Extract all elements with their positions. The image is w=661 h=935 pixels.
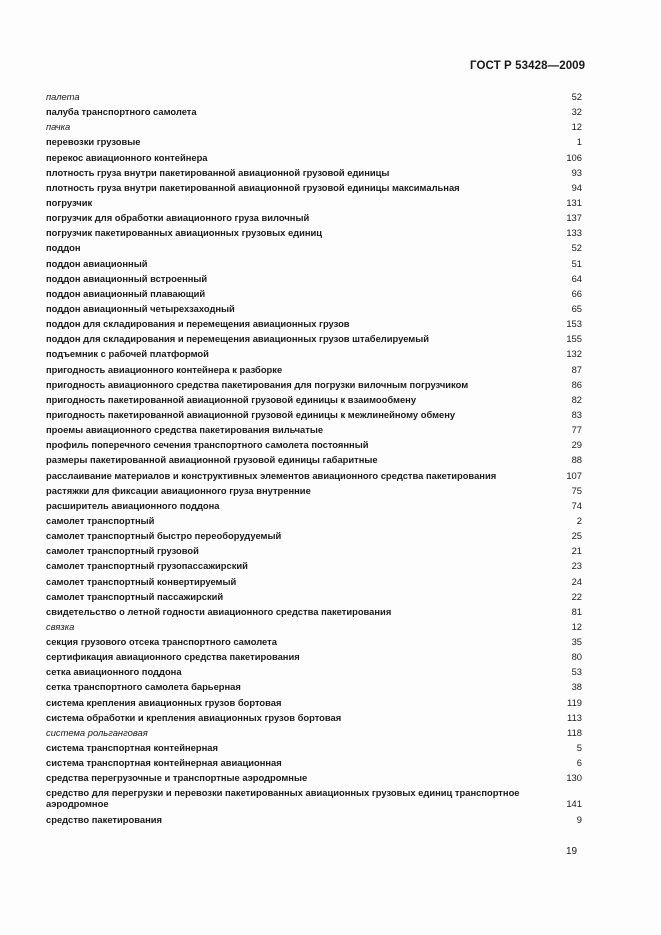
index-term: самолет транспортный быстро переоборудуемый bbox=[46, 530, 282, 542]
index-page-ref: 94 bbox=[571, 181, 582, 193]
index-entry bbox=[46, 212, 582, 223]
index-term: проемы авиационного средства пакетирования вильчатые bbox=[46, 424, 324, 436]
index-entry bbox=[46, 167, 582, 178]
index-term: секция грузового отсека транспортного самолета bbox=[46, 636, 277, 648]
index-page-ref: 53 bbox=[571, 666, 582, 678]
index-page-ref: 66 bbox=[571, 287, 582, 299]
index-page-ref: 32 bbox=[571, 106, 582, 118]
index-term: плотность груза внутри пакетированной авиационной грузовой единицы bbox=[46, 166, 390, 178]
index-entry bbox=[46, 576, 582, 587]
index-page-ref: 80 bbox=[571, 651, 582, 663]
index-entry bbox=[46, 424, 582, 435]
index-entry bbox=[46, 712, 582, 723]
index-entry bbox=[46, 697, 582, 708]
index-page-ref: 23 bbox=[571, 560, 582, 572]
index-entry bbox=[46, 288, 582, 299]
index-page-ref: 51 bbox=[571, 257, 582, 269]
index-entry bbox=[46, 273, 582, 284]
index-term: пригодность авиационного контейнера к разборке bbox=[46, 363, 283, 375]
index-term: самолет транспортный конвертируемый bbox=[46, 575, 237, 587]
index-term: расширитель авиационного поддона bbox=[46, 499, 220, 511]
index-page-ref: 106 bbox=[566, 151, 582, 163]
index-term: средство для перегрузки и перевозки пакетированных авиационных грузовых единиц транспортное аэродромное bbox=[46, 787, 520, 810]
index-entry bbox=[46, 742, 582, 753]
index-page-ref: 131 bbox=[566, 196, 582, 208]
index-term: сертификация авиационного средства пакетирования bbox=[46, 651, 300, 663]
index-term: растяжки для фиксации авиационного груза внутренние bbox=[46, 484, 311, 496]
index-page-ref: 75 bbox=[571, 484, 582, 496]
index-term: поддон для складирования и перемещения авиационных грузов штабелируемый bbox=[46, 333, 429, 345]
index-entry bbox=[46, 136, 582, 147]
index-page-ref: 74 bbox=[571, 499, 582, 511]
index-page-ref: 113 bbox=[567, 711, 582, 723]
index-term: размеры пакетированной авиационной грузовой единицы габаритные bbox=[46, 454, 378, 466]
index-entry bbox=[46, 258, 582, 269]
index-page-ref: 77 bbox=[571, 424, 582, 436]
index-entry bbox=[46, 651, 582, 662]
index-term: средство пакетирования bbox=[46, 813, 162, 825]
index-page-ref: 155 bbox=[566, 333, 582, 345]
index-term: поддон bbox=[46, 242, 81, 254]
index-entry bbox=[46, 666, 582, 677]
index-term: поддон авиационный встроенный bbox=[46, 272, 208, 284]
index-entry bbox=[46, 545, 582, 556]
index-term: поддон авиационный bbox=[46, 257, 148, 269]
index-entry bbox=[46, 591, 582, 602]
index-term: плотность груза внутри пакетированной авиационной грузовой единицы максимальная bbox=[46, 181, 460, 193]
index-page-ref: 119 bbox=[567, 696, 582, 708]
index-term: самолет транспортный пассажирский bbox=[46, 590, 224, 602]
index-term: сетка транспортного самолета барьерная bbox=[46, 681, 241, 693]
index-term: система транспортная контейнерная bbox=[46, 742, 218, 754]
index-term: пригодность пакетированной авиационной грузовой единицы к взаимообмену bbox=[46, 393, 417, 405]
index-page-ref: 93 bbox=[571, 166, 582, 178]
index-entry bbox=[46, 727, 582, 738]
index-page-ref: 133 bbox=[566, 227, 582, 239]
index-term: свидетельство о летной годности авиационного средства пакетирования bbox=[46, 605, 392, 617]
index-term: сетка авиационного поддона bbox=[46, 666, 182, 678]
index-page-ref: 118 bbox=[567, 726, 582, 738]
index-term: самолет транспортный грузопассажирский bbox=[46, 560, 248, 572]
index-entry bbox=[46, 333, 582, 344]
index-term: пригодность авиационного средства пакетирования для погрузки вилочным погрузчиком bbox=[46, 378, 469, 390]
index-term: самолет транспортный грузовой bbox=[46, 545, 199, 557]
index-term: перевозки грузовые bbox=[46, 136, 141, 148]
index-term: поддон авиационный четырехзаходный bbox=[46, 302, 235, 314]
index-entry bbox=[46, 121, 582, 132]
index-term: поддон авиационный плавающий bbox=[46, 287, 206, 299]
index-entry bbox=[46, 515, 582, 526]
index-entry bbox=[46, 560, 582, 571]
index-entry bbox=[46, 606, 582, 617]
index-term: система транспортная контейнерная авиационная bbox=[46, 757, 282, 769]
index-term: перекос авиационного контейнера bbox=[46, 151, 208, 163]
index-page-ref: 64 bbox=[571, 272, 582, 284]
index-page-ref: 137 bbox=[566, 212, 582, 224]
index-page-ref: 21 bbox=[571, 545, 582, 557]
index-entry bbox=[46, 787, 582, 809]
index-page-ref: 12 bbox=[571, 620, 582, 632]
index-page-ref: 25 bbox=[571, 530, 582, 542]
index-page-ref: 153 bbox=[566, 318, 582, 330]
index-entry bbox=[46, 242, 582, 253]
index-entry bbox=[46, 621, 582, 632]
index-term: погрузчик bbox=[46, 196, 93, 208]
index-entry bbox=[46, 636, 582, 647]
index-entry bbox=[46, 182, 582, 193]
index-term: система рольганговая bbox=[46, 726, 148, 738]
index-term: поддон для складирования и перемещения авиационных грузов bbox=[46, 318, 350, 330]
index-page-ref: 6 bbox=[576, 757, 582, 769]
index-page-ref: 1 bbox=[576, 136, 582, 148]
index-entry bbox=[46, 470, 582, 481]
index-term: самолет транспортный bbox=[46, 514, 155, 526]
index-entry bbox=[46, 348, 582, 359]
index-entry bbox=[46, 379, 582, 390]
index-page-ref: 2 bbox=[576, 514, 582, 526]
index-entry bbox=[46, 364, 582, 375]
index-entry bbox=[46, 681, 582, 692]
index-term: расслаивание материалов и конструктивных элементов авиационного средства пакетирования bbox=[46, 469, 497, 481]
index-entry bbox=[46, 500, 582, 511]
index-entry bbox=[46, 757, 582, 768]
index-entry bbox=[46, 772, 582, 783]
index-page-ref: 24 bbox=[571, 575, 582, 587]
index-page-ref: 9 bbox=[576, 813, 582, 825]
index-page-ref: 5 bbox=[576, 742, 582, 754]
index-term: погрузчик пакетированных авиационных грузовых единиц bbox=[46, 227, 323, 239]
page-number: 19 bbox=[566, 846, 578, 857]
index-page-ref: 83 bbox=[571, 408, 582, 420]
index-term: пачка bbox=[46, 121, 71, 133]
index-term: профиль поперечного сечения транспортного самолета постоянный bbox=[46, 439, 369, 451]
index-page-ref: 65 bbox=[571, 302, 582, 314]
index-term: палуба транспортного самолета bbox=[46, 106, 197, 118]
index-term: погрузчик для обработки авиационного груза вилочный bbox=[46, 212, 310, 224]
index-term: средства перегрузочные и транспортные аэродромные bbox=[46, 772, 308, 784]
index-entry bbox=[46, 303, 582, 314]
index-page-ref: 38 bbox=[571, 681, 582, 693]
index-entry bbox=[46, 227, 582, 238]
index-entry bbox=[46, 485, 582, 496]
index-term: палета bbox=[46, 91, 80, 102]
index-page-ref: 52 bbox=[571, 91, 582, 102]
index-page-ref: 12 bbox=[571, 121, 582, 133]
index-entry bbox=[46, 454, 582, 465]
index-term: пригодность пакетированной авиационной грузовой единицы к межлинейному обмену bbox=[46, 408, 456, 420]
index-entry bbox=[46, 152, 582, 163]
index-page-ref: 141 bbox=[566, 798, 582, 810]
index-page-ref: 107 bbox=[566, 469, 582, 481]
document-header: ГОСТ Р 53428—2009 bbox=[470, 60, 586, 72]
index-entry bbox=[46, 106, 582, 117]
index-page-ref: 82 bbox=[571, 393, 582, 405]
index-entry bbox=[46, 409, 582, 420]
index-entry bbox=[46, 814, 582, 825]
index-entry bbox=[46, 318, 582, 329]
index-term: подъемник с рабочей платформой bbox=[46, 348, 209, 360]
index-page-ref: 86 bbox=[571, 378, 582, 390]
index-term: связка bbox=[46, 620, 75, 632]
index-page-ref: 130 bbox=[566, 772, 582, 784]
index-entry bbox=[46, 197, 582, 208]
index-term: система крепления авиационных грузов бортовая bbox=[46, 696, 282, 708]
index-page-ref: 29 bbox=[571, 439, 582, 451]
index-page-ref: 52 bbox=[571, 242, 582, 254]
index-term: система обработки и крепления авиационных грузов бортовая bbox=[46, 711, 342, 723]
index-page-ref: 88 bbox=[571, 454, 582, 466]
index-page-ref: 35 bbox=[571, 636, 582, 648]
index-page-ref: 132 bbox=[566, 348, 582, 360]
index-entry bbox=[46, 394, 582, 405]
index-entry bbox=[46, 439, 582, 450]
index-entry bbox=[46, 91, 582, 102]
index-page-ref: 81 bbox=[571, 605, 582, 617]
index-entry bbox=[46, 530, 582, 541]
index-page-ref: 22 bbox=[571, 590, 582, 602]
index-page-ref: 87 bbox=[571, 363, 582, 375]
term-index bbox=[46, 91, 582, 829]
